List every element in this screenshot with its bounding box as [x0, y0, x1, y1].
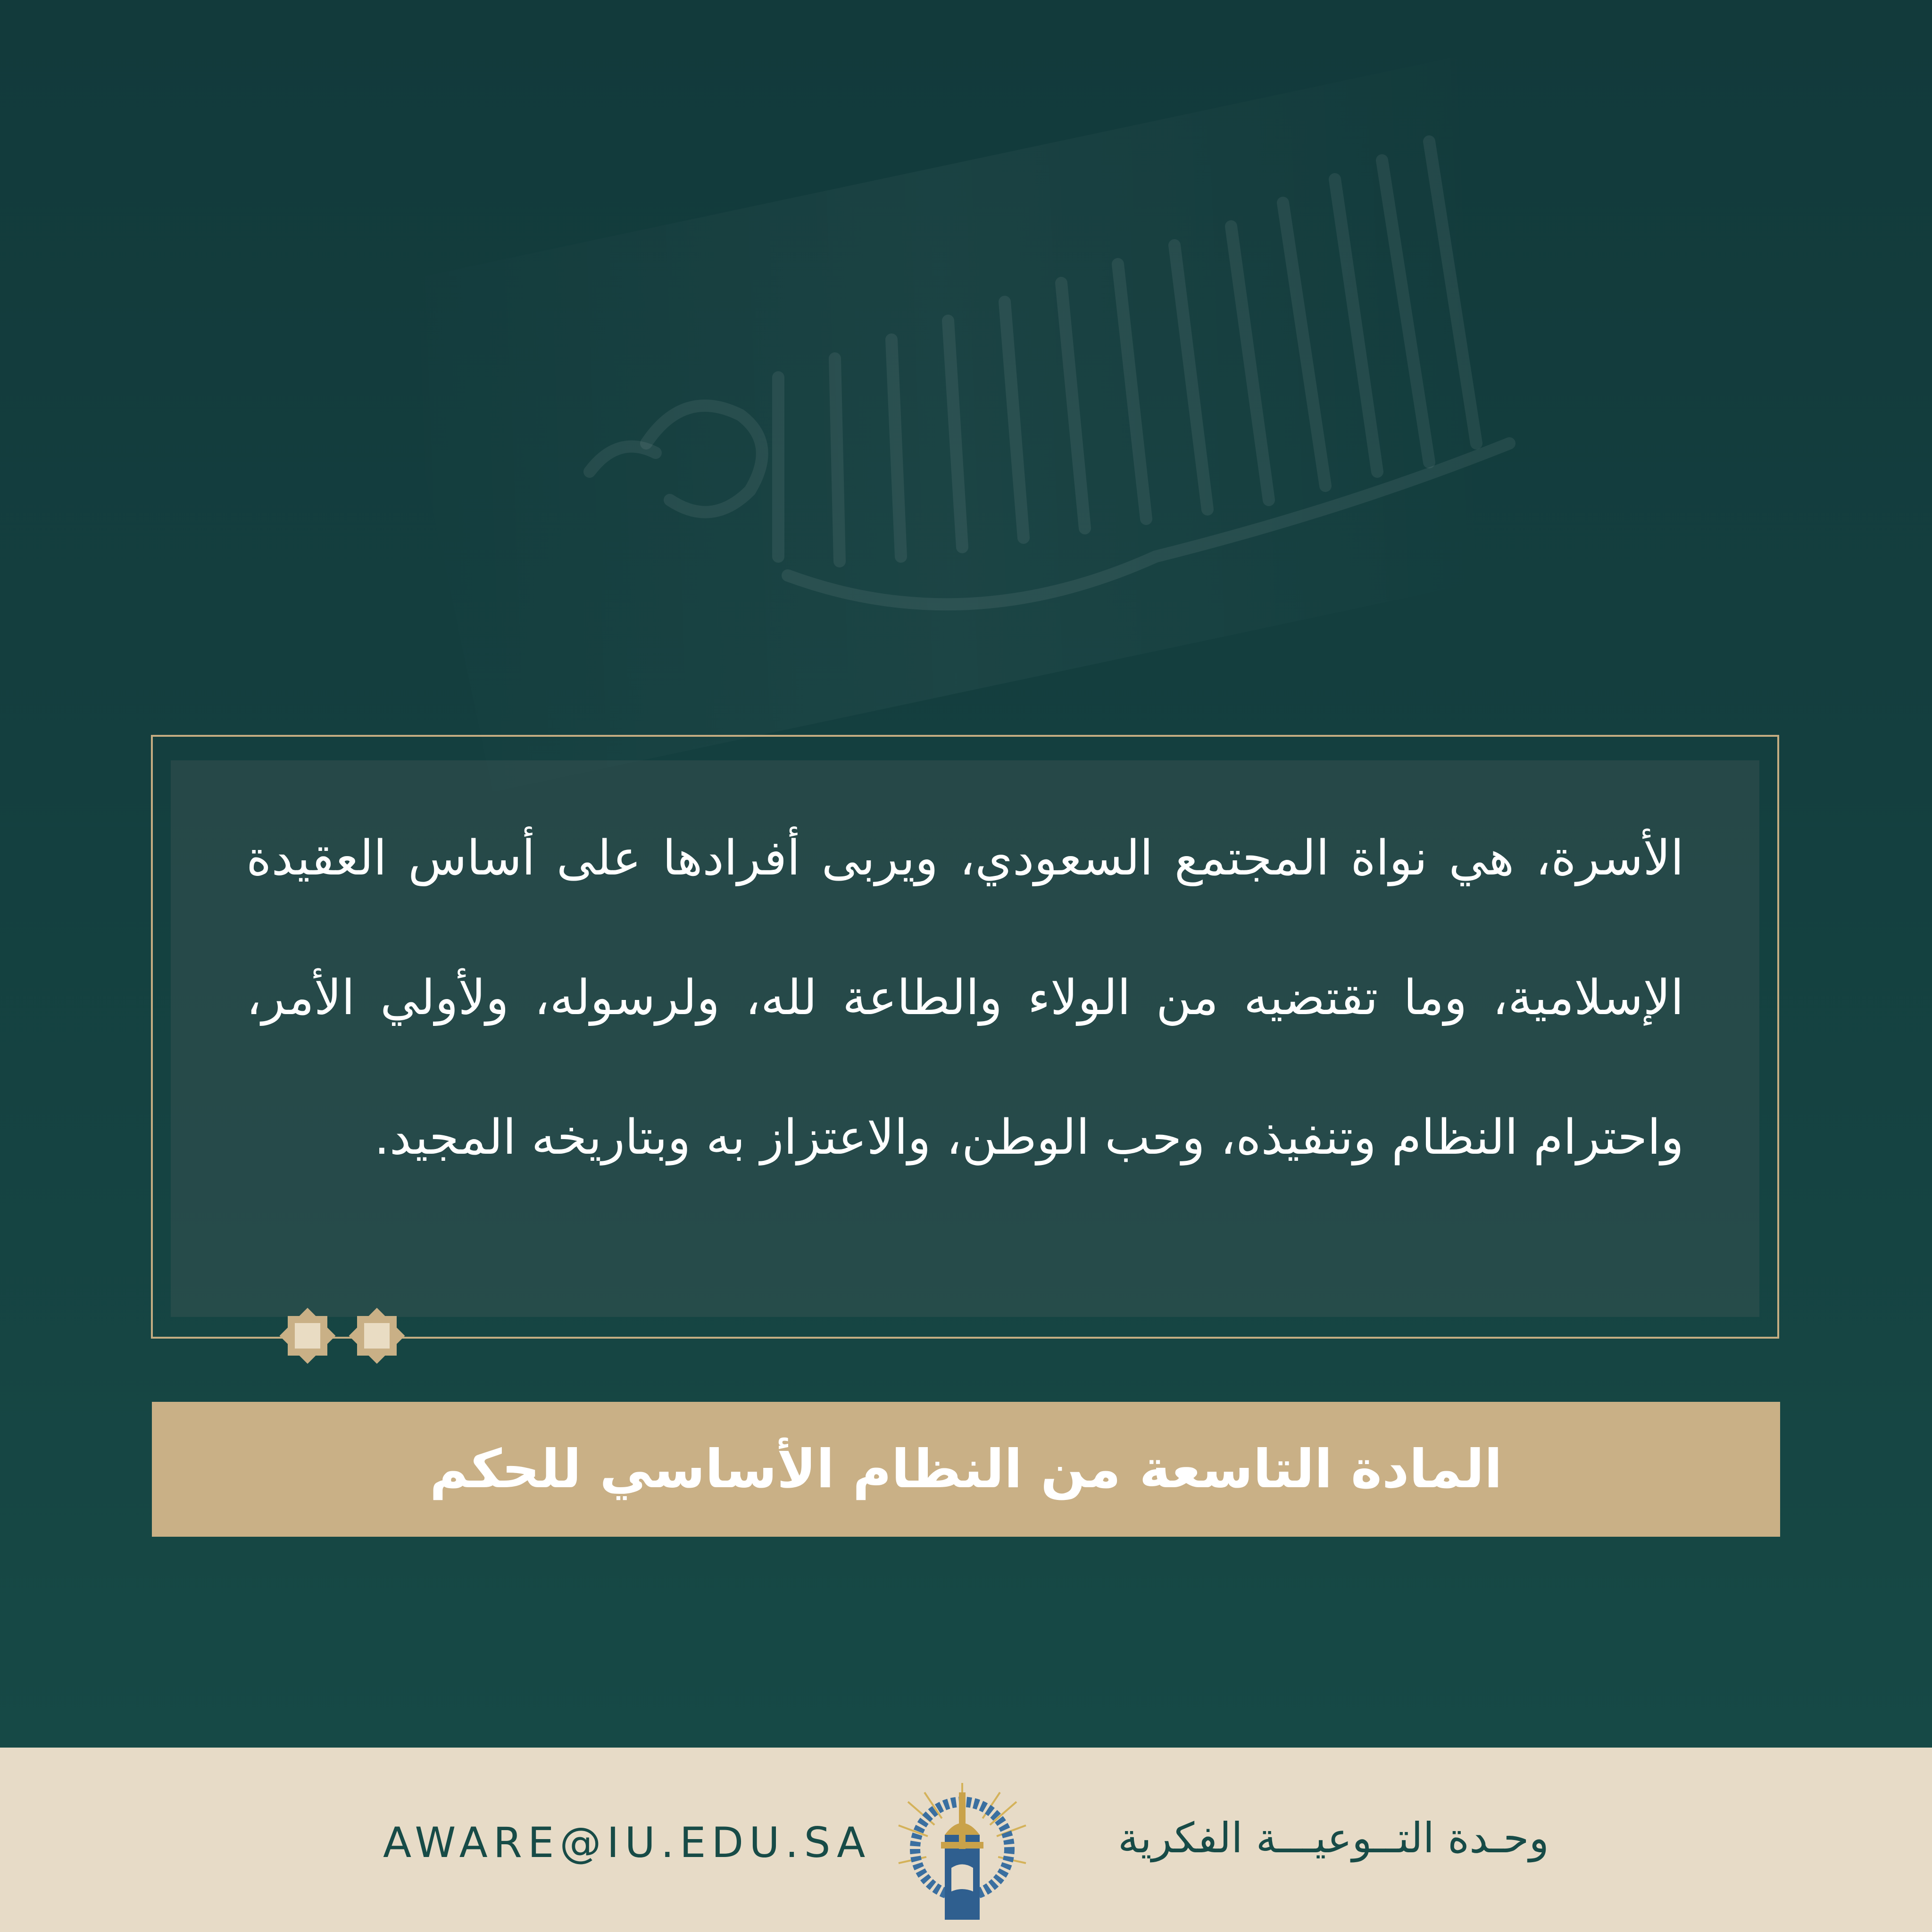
eight-point-star-icon [349, 1308, 405, 1364]
quote-text: الأسرة، هي نواة المجتمع السعودي، ويربى أفرادها على أساس العقيدة الإسلامية، وما تقتضيه من الولاء والطاعة لله، ولرسوله، ولأولي الأمر، واحترام النظام وتنفيذه، وحب الوطن، والاعتزاز به وبتاريخه المجيد. [246, 830, 1684, 1166]
eight-point-star-icon [280, 1308, 336, 1364]
flag-fold-shading [385, 10, 1785, 792]
contact-email-link[interactable]: AWARE@IU.EDU.SA [383, 1818, 871, 1867]
footer [0, 1748, 1932, 1932]
islamic-university-logo-icon [889, 1774, 1035, 1924]
shahada-calligraphy-icon [448, 85, 1674, 698]
unit-name: وحـدة التــوعيـــة الفكرية [1118, 1814, 1549, 1862]
article-title: المادة التاسعة من النظام الأساسي للحكم [429, 1439, 1503, 1500]
quote-panel [171, 760, 1759, 1317]
star-ornaments [276, 1302, 422, 1373]
article-title-bar [152, 1402, 1780, 1537]
quote-frame [151, 735, 1779, 1339]
